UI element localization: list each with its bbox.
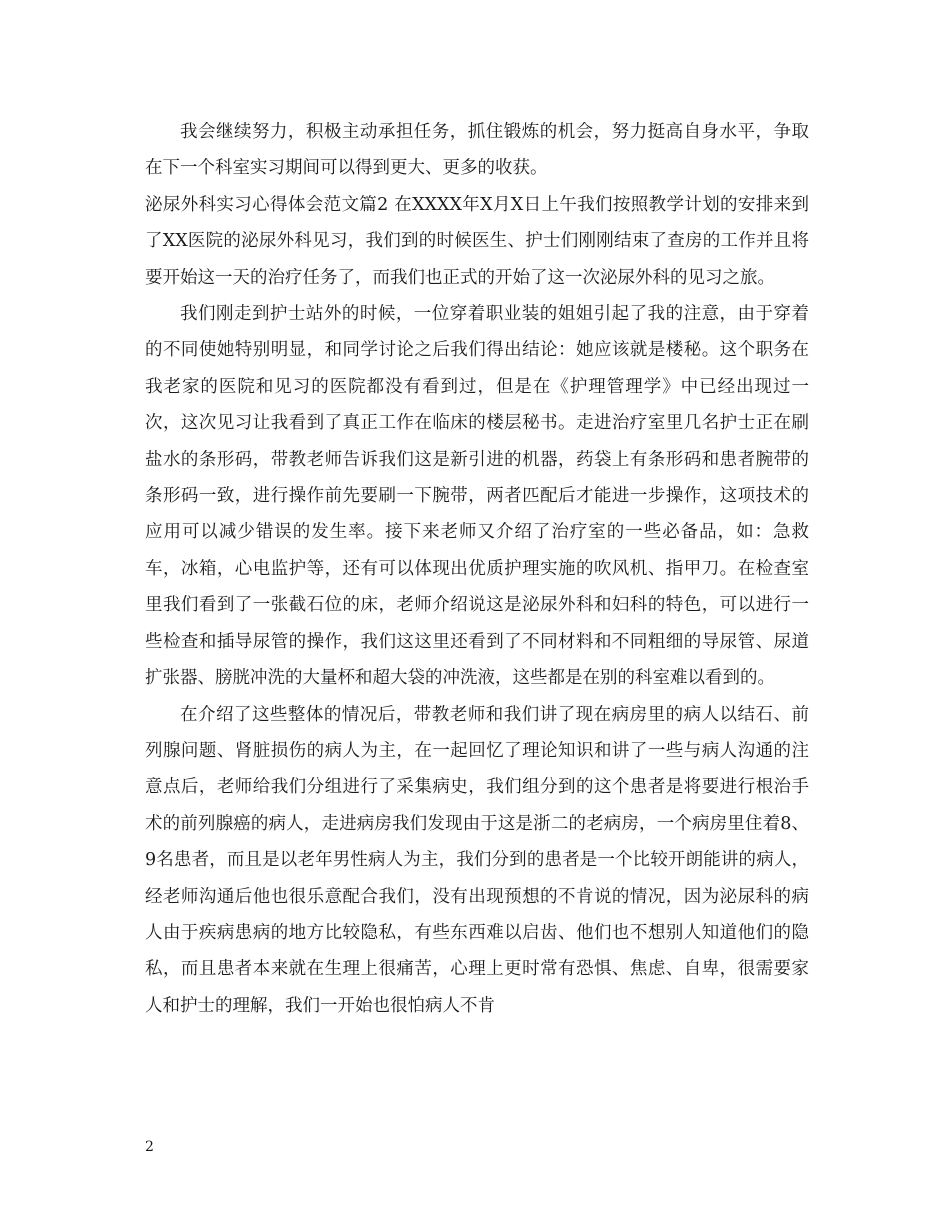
section-title: 泌尿外科实习心得体会范文篇2: [145, 194, 389, 215]
page-number: 2: [145, 1139, 154, 1155]
paragraph-1: 我会继续努力，积极主动承担任务，抓住锻炼的机会，努力挺高自身水平，争取在下一个科室实习期间可以得到更大、更多的收获。: [145, 122, 809, 179]
paragraph-3: 我们刚走到护士站外的时候，一位穿着职业装的姐姐引起了我的注意，由于穿着的不同使她特别明显，和同学讨论之后我们得出结论：她应该就是楼秘。这个职务在我老家的医院和见习的医院都没有看到过，但是在《护理管理学》中已经出现过一次，这次见习让我看到了真正工作在临床的楼层秘书。走进治疗室里几名护士正在刷盐水的条形码，带教老师告诉我们这是新引进的机器，药袋上有条形码和患者腕带的条形码一致，进行操作前先要刷一下腕带，两者匹配后才能进一步操作，这项技术的应用可以减少错误的发生率。接下来老师又介绍了治疗室的一些必备品，如：急救车，冰箱，心电监护等，还有可以体现出优质护理实施的吹风机、指甲刀。在检查室里我们看到了一张截石位的床，老师介绍说这是泌尿外科和妇科的特色，可以进行一些检查和插导尿管的操作，我们这这里还看到了不同材料和不同粗细的导尿管、尿道扩张器、膀胱冲洗的大量杯和超大袋的冲洗液，这些都是在别的科室难以看到的。: [145, 304, 809, 689]
document-page: [145, 114, 809, 1024]
paragraph-4: 在介绍了这些整体的情况后，带教老师和我们讲了现在病房里的病人以结石、前列腺问题、肾脏损伤的病人为主，在一起回忆了理论知识和讲了一些与病人沟通的注意点后，老师给我们分组进行了采集病史，我们组分到的这个患者是将要进行根治手术的前列腺癌的病人，走进病房我们发现由于这是浙二的老病房，一个病房里住着8、9名患者，而且是以老年男性病人为主，我们分到的患者是一个比较开朗能讲的病人，经老师沟通后他也很乐意配合我们，没有出现预想的不肯说的情况，因为泌尿科的病人由于疾病患病的地方比较隐私，有些东西难以启齿、他们也不想别人知道他们的隐私，而且患者本来就在生理上很痛苦，心理上更时常有恐惧、焦虑、自卑，很需要家人和护士的理解，我们一开始也很怕病人不肯: [145, 704, 809, 1016]
paragraph-2: [145, 187, 809, 296]
paragraph-2-body: 在XXXX年X月X日上午我们按照教学计划的安排来到了XX医院的泌尿外科见习，我们到的时候医生、护士们刚刚结束了查房的工作并且将要开始这一天的治疗任务了，而我们也正式的开始了这一次泌尿外科的见习之旅。: [145, 194, 809, 288]
